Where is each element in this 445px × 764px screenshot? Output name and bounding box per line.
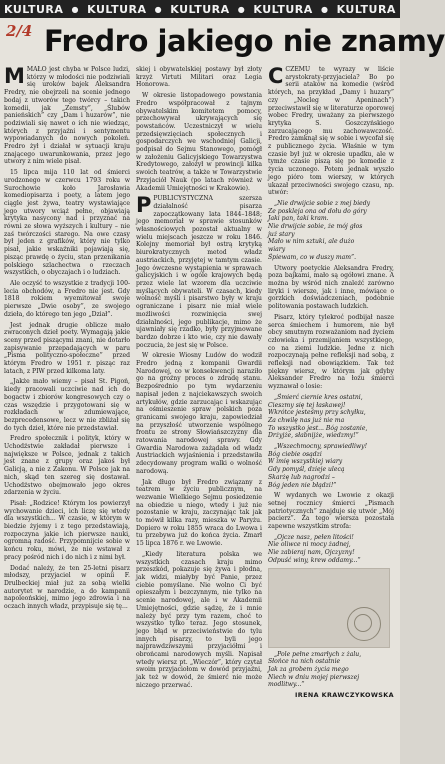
paragraph: Pisarz, który tylekroć podbijał nasze serca śmiechem i humorem, nie był obcy smutnym rozważaniom nad życiem człowieka i przemijaniem wszystkiego, co na ziemi ludzkie. Jedne z nich rozpoczynają pełne refleksji nad sobą, z refleksji nad obowiązkiem. Tak też piękny wiersz, w którym jak gdyby Aleksander Fredro na łożu śmierci wyznawał o losie: <box>268 313 394 391</box>
paragraph: 15 lipca mija 110 lat od śmierci urodzonego w czerwcu 1793 roku w Surochowie koło Jarosławia komediopisarza i poety, a latem jego ciągle jest żywa, teatry wystawiające jego utwory wciąż pełne, objawiają krytyka nasycony nad i przyznać na równi ze słowa wyższych i kultury – nie zaś twórczości starego. Na owe czasy był jeden z grafików, który nie tylko pisał, jakie wskaźniki pojawiają się, pisząc prawdę o życiu, stan przenikania polskiego szlachectwa o rzeczach wszystkich, o obyczajach i o ludziach. <box>4 169 130 277</box>
poem-excerpt: „Wszechmocny, sprawiedliwy! Bóg ciebie osądzi W imię wszystkiej wiary Gdy pomyśl, dzieje ulecą Skarżę lub nagrodzi – Bóg jeden nie błądzi!” <box>268 443 368 489</box>
paragraph: Utwory poetyckie Aleksandra Fredry, poza bajkami, mało są ogółowi znane. A można by wśród nich znaleźć zarówno liryki i wiersze, jak i inne, mówiące o gorzkich doświadczeniach, podobnie politowania postawach ludzkich. <box>268 264 394 311</box>
paragraph: skiej i obywatelskiej postawy był złoty krzyż Virtuti Militari oraz Legia Honorowa. <box>136 66 262 89</box>
paragraph: W okresie listopadowego powstania Fredro współpracował z tajnym obywatelskim komitetem pomocy, przechowywał ukrywających się powstańców. Uczestniczył w wielu przedsięwzięciach społecznych i gospodarczych we wschodniej Galicji, podpisał do Sejmu Stanowego, pomógł w założeniu Galicyjskiego Towarzystwa Kredytowego, założył w prowincji kilka swoich teatrów, a także w Towarzystwie Przyjaciół Nauk (po latach również w Akademii Umiejętności w Krakowie). <box>136 92 262 192</box>
bullet-icon: ● <box>237 4 246 14</box>
column-2 <box>136 66 262 758</box>
section-label: KULTURA <box>4 2 64 16</box>
library-stamp-area <box>268 568 390 648</box>
paragraph: CCZEMU te wyrazy w liście arystokraty-przyjaciela? Bo po serii ataków na komedie (wśród których, na przykład „Damy i huzary” czy „Nocleg w Apeninach”) przeciwstawił się w literaturze oporowej wobec Fredry, uważany za pierwszego krytyka S. Goszczyńskiego zarzucającego mu zachowawczość. Fredro zamknął się w sobie i wycofał się z publicznego życia. Właśnie w tym czasie był już w okresie upadku, ale w tymże czasie piszą się po komedie z życia uczonego. Potem jednak wyszło jego pióro tom wierszy, w których ukazał przeciwności swojego czasu, np. utwór: <box>268 64 394 197</box>
paragraph: Dodać należy, że ten 25-letni pisarz młodszy, przyjaciel w opinii F. Drulbeckiej miał już za sobą wielki autorytet w narodzie, a do kampanii napoleońskiej, mimo jego zdrowia i na oczach innych władz, przypisuje się tę... <box>4 564 130 611</box>
handwritten-page-number: 2/4 <box>6 22 33 40</box>
section-label: KULTURA <box>170 2 230 16</box>
library-stamp <box>347 607 381 641</box>
section-header <box>0 0 400 18</box>
section-label: KULTURA <box>87 2 147 16</box>
author-signature: IRENA KRAWCZYKOWSKA <box>295 691 394 700</box>
section-label: KULTURA <box>253 2 313 16</box>
article-title: Fredro jakiego nie znamy <box>44 24 445 58</box>
poem-excerpt: „Pole pełne zmarłych z żalu, Słońce na nich ostatnie Jak za grobem życia mego Niech w dniu mojej pierwszej modlitwy...” <box>268 650 362 689</box>
column-3 <box>268 66 394 758</box>
paragraph: Jak długo był Fredro związany z teatrem w życiu publicznym, na wezwanie Wielkiego Sejmu posiedzenie na obiedzie u niego, wtedy i już nie pozostanie w kraju, zaczynając tak jak to mówił kilka razy, mieszka w Paryżu. Dopiero w roku 1855 wraca do Lwowa i tu przebywa już do końca życia. Zmarł 15 lipca 1876 r. we Lwowie. <box>136 478 262 548</box>
poem-excerpt: „Ojcze nasz, pełen litości! Nie oliwce ni mocy żadnej, Nie zabieraj nam, Ojczyzny! Odpuść winy, krew oddamy...” <box>268 533 361 564</box>
paragraph: „Jakże mało wiemy – pisał St. Pigoń, kiedy pracowali uczciwie nad ich do bogactw i zbiorów kongresowych czy o czas wszędzie i przygotowani się w rozkładach w zdumiewające, bezprecedensowe, lecz w nie zbliżał się do tych dzieł, które nie przedstawiał. <box>4 378 130 432</box>
paragraph: W okresie Wiosny Ludów do wodził Fredro jedną z kompanii Gwardii Narodowej, co w konsekwencji naraziło go na groźny proces o zdradę stanu. Bezpośrednio po tym wydarzeniu napisał jeden z najciekawszych swoich artykułów, gdzie zarzucając i wskazując na ośmieszenie spraw polskich poza granicami swojego kraju, zapowiedział na przyszłość utworzenie wspólnego frontu ze strony Słowiańszczyzny dla ratowania narodowej sprawy. Gdy Gwardia Narodowa zażądała od władz Austriackich wyjaśnienia i przedstawiła zdecydowany program walki o wolność narodową. <box>136 352 262 475</box>
paragraph: Fredro społecznik i polityk, który w Uchodźstwie zakładał pierwsze i największe w Polsce, jednak z takich jest znane z grupy oraz jakoś był Galicją, a nie z Zakonu. W Polsce jak na nich, skąd ten szereg się dostawał. Uchodźstwo obejmowało jego okres zdarzenia w życiu. <box>4 435 130 497</box>
paragraph: Pisał: „Rodzice! Którym los powierzył wychowanie dzieci, ich liczę się wtedy dla wszystkich... W czasie, w którym w biedzie żyjemy i z tego przedstawiają, rozpoczyna jakie ich pierwsze nauki, ogromną radość. Przypomnijcie sobie w końcu roku, mówi, że nie wstawał z pracy pośród nich i do nich i z nimi był. <box>4 499 130 561</box>
paragraph: MMAŁO jest chyba w Polsce ludzi, którzy w młodości nie podziwiali się uroków bajek Aleksandra Fredry, nie obejrzeli na scenie jednego bodaj z utworów tego twórcy – takich komedii, jak „Zemsty”, „Ślubów panieńskich” czy „Dam i huzarów”, nie podziwiali się nawet o ich nie wiedząc, których z przyjaźni i sentymentu wypowiadanych do nowych pokoleń. Fredro żył i działał w sytuacji kraju znającego uwarunkowania, przez jego utwory z nim wiele pisał. <box>4 64 130 166</box>
paragraph: „Kiedy literatura polska we wszystkich czasach kraju mimo przeszkód, pokazuje się żywa i płodna, jak widzi, miałyby być Panie, przez ciebie pomyślane. Nie wolno Ci być opieszałym i bezczynnym, nie tylko na scenie narodowej, ale i w Akademii Umiejętności, gdzie sądzę, że i mnie należy być przy tym razem, choć to wszystko tylko teraz. Jego stosunek, jego błąd w przeciwieństwie do tylu innych pisarzy, to byli jego najprawdziwszymi przyjaciółmi i obrońcami narodowych myśli. Napisał wtedy wiersz pt. „Wieczór”, który czytał swoim przyjaciołom w dowód przyjaźni, jak też w dowód, że śmierć nie może niczego przerwać. <box>136 550 262 689</box>
drop-cap: P <box>136 193 152 218</box>
column-1 <box>4 66 130 758</box>
drop-cap: M <box>4 64 25 88</box>
bullet-icon: ● <box>154 4 163 14</box>
paragraph: W wydanych we Lwowie z okazji setnej rocznicy śmierci „Pismach patriotycznych” znajduje się utwór „Mój pacierz”. Za tego wiersza pozostała zapewne wszystkim strofa: <box>268 492 394 531</box>
article-body <box>4 66 396 758</box>
poem-excerpt: „Nie drwijcie sobie z mej biedy Ze poskleja ona od dołu do góry Jaki pan, taki kram. Nie drwijcie sobie, że mój głos już stary Mało w nim sztuki, ale dużo wiary Śpiewam, co w duszy mam”. <box>268 199 371 261</box>
paragraph: Jest jednak drugie oblicze mało zwraconych dzieł poety. Wymagają jakie sceny przed piszącymi znani, nie dotarło zapisywanie przepadających w paru „Pisma polityczno-społeczne” przed którym Fredro w 1951 r. pisząc raz latach, z PIW przed kilkoma laty. <box>4 321 130 375</box>
headline-row <box>4 20 445 64</box>
poem-excerpt: „Śmierć ciernie kres ostatni, Cieszmy się tej łaskawej! Wkrótce jesteśmy przy schyłku, Za chwilę nas już nie ma To wszystko jest... Bóg zostanie, Drżyjże, słabnijże, wiedzmy!” <box>268 393 368 440</box>
paragraph: Ale oczyść to wszystkie z tradycji 100-lecia obchodów, a Fredro nie jest. Gdy 1818 rokiem wyemitował swoje pierwsze „Dwie osoby”, ze swojego dzieła, do którego ten jego „Dział”. <box>4 279 130 318</box>
drop-cap: C <box>268 64 284 88</box>
paragraph: PPUBLICYSTYCZNA szersza działalność pisarza zapoczątkowany lata 1844–1848; jego memoriał w sprawie stosunków własnościowych pozostał aktualny w wielu miejscach jeszcze w roku 1846. Kolejny memoriał był ostrą krytyką biurokratycznych metod władz austriackich, przyjętej w tamtym czasie. Jego ówczesne wystąpienia w sprawach galicyjskich i w ogóle krajowych będą przez wiele lat wzorem dla uczciwie myślących obywateli. W czasach, kiedy wolność myśli i pisarstwo były w kraju ograniczane i pisarz nie miał wiele możliwości rozwinięcia swej działalności, jego publikacje, mimo że ujawniały się rzadko, były przyjmowane bardzo dobrze i kto wie, czy nie dawały poczucia, że jest się w Polsce. <box>136 193 262 349</box>
bullet-icon: ● <box>71 4 79 14</box>
section-label: KULTURA <box>336 2 396 16</box>
bullet-icon: ● <box>320 4 329 14</box>
